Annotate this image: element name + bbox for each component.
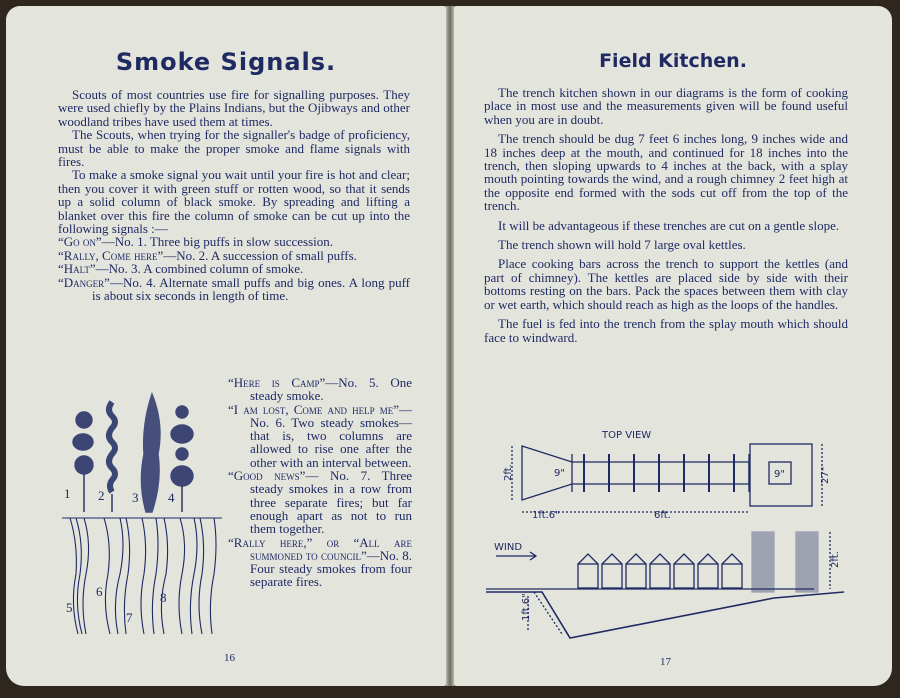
- dim-mouth-width: 2ft.: [503, 464, 514, 481]
- figure-label: 2: [98, 488, 105, 503]
- top-view-label: TOP VIEW: [602, 430, 652, 441]
- dim-trench-length: 6ft.: [654, 510, 671, 521]
- smoke-signals-column: [228, 376, 412, 589]
- trench-kitchen-diagram: [474, 424, 864, 652]
- signal-name: “Rally, Come here”: [58, 247, 164, 263]
- signal-name: “Halt”: [58, 261, 96, 277]
- signal-name: “I am lost, Come and help me”: [228, 401, 399, 417]
- smoke-intro-text: [58, 88, 410, 303]
- signal-name: “Here is Camp”: [228, 375, 326, 390]
- paragraph: The trench should be dug 7 feet 6 inches long, 9 inches wide and 18 inches deep at the mouth, and continued for 18 inches into the trench, then sloping upwards to 4 inches at the back, with a splay mouth pointing towards the wind, and a rough chimney 2 feet high at the opposite end formed with the sods cut off from the top of the trench.: [484, 131, 848, 214]
- wind-label: WIND: [494, 542, 523, 553]
- dim-neck: 9": [554, 468, 565, 479]
- figure-label: 6: [96, 584, 103, 599]
- trench-side-view: [486, 532, 844, 638]
- left-page: [6, 6, 446, 686]
- page-title-smoke-signals: Smoke Signals.: [115, 48, 337, 76]
- signal-item: [228, 403, 412, 469]
- paragraph: The trench shown will hold 7 large oval kettles.: [498, 237, 746, 253]
- dim-chimney-side: 27": [820, 466, 831, 484]
- figure-label: 8: [160, 590, 167, 605]
- smoke-columns-figures-5-8: [70, 518, 216, 634]
- figure-label: 4: [168, 490, 175, 505]
- signal-item: [228, 376, 412, 403]
- oval-kettles: [578, 554, 742, 588]
- page-title-field-kitchen: Field Kitchen.: [599, 50, 747, 72]
- paragraph: The trench kitchen shown in our diagrams is the form of cooking place in most use and the measurements given will be found useful when you are in doubt.: [484, 85, 848, 127]
- paragraph: Scouts of most countries use fire for signalling purposes. They were used chiefly by the Plains Indians, but the Ojibways and other woodland tribes have used them at times.: [58, 87, 410, 129]
- signal-item: [58, 276, 410, 303]
- signal-item: [58, 235, 410, 248]
- dim-mouth-length: 1ft.6": [532, 510, 560, 521]
- signal-item: [228, 469, 412, 535]
- smoke-puffs-figure-2: [109, 402, 115, 512]
- signal-item: [58, 249, 410, 262]
- signal-text: —No. 5. One steady smoke.: [250, 375, 412, 404]
- figure-label: 1: [64, 486, 71, 501]
- page-number: 16: [224, 652, 235, 664]
- dim-chimney-inner: 9": [774, 469, 785, 480]
- smoke-signal-illustration: [52, 390, 224, 640]
- dim-chimney-height: 2ft.: [830, 551, 841, 568]
- signal-item: [228, 536, 412, 589]
- signal-item: [58, 262, 410, 275]
- signal-text: —No. 2. A succession of small puffs.: [163, 247, 357, 263]
- figure-label: 7: [126, 610, 133, 625]
- signal-text: —No. 3. A combined column of smoke.: [95, 261, 304, 277]
- signal-text: —No. 8. Four steady smokes from four separate fires.: [250, 547, 413, 590]
- paragraph: The fuel is fed into the trench from the splay mouth which should face to windward.: [484, 316, 848, 345]
- paragraph: Place cooking bars across the trench to support the kettles (and part of chimney). The kettles are placed side by side with their bottoms resting on the bars. Pack the spaces between them with clay or wet earth, which should reach as high as the loops of the handles.: [484, 256, 848, 312]
- signal-text: —No. 6. Two steady smokes—that is, two columns are allowed to rise one after the other with an interval between.: [250, 401, 412, 470]
- field-kitchen-text: [484, 86, 848, 350]
- signal-name: “Rally here,” or “All are summoned to council”: [228, 534, 412, 563]
- paragraph: To make a smoke signal you wait until your fire is hot and clear; then you cover it with green stuff or rotten wood, so that it sends up a solid column of black smoke. By spreading and lifting a blanket over this fire the column of smoke can be cut up into the following signals :—: [58, 167, 410, 237]
- dim-depth: 1ft.6": [521, 593, 532, 621]
- signal-name: “Good news”: [228, 468, 306, 484]
- signal-name: “Go on”: [58, 234, 102, 250]
- figure-label: 5: [66, 600, 73, 615]
- signal-text: — No. 7. Three steady smokes in a row from three separate fires; but far enough apart as not to run them together.: [250, 468, 412, 537]
- book-gutter: [446, 6, 454, 686]
- signal-text: —No. 4. Alternate small puffs and big ones. A long puff is about six seconds in length of time.: [92, 274, 410, 304]
- signal-text: —No. 1. Three big puffs in slow succession.: [101, 234, 334, 250]
- page-number: 17: [660, 656, 671, 668]
- smoke-column-figure-3: [141, 394, 160, 512]
- signal-name: “Danger”: [58, 274, 110, 290]
- figure-label: 3: [132, 490, 139, 505]
- smoke-puffs-figure-1: [73, 412, 93, 512]
- paragraph: The Scouts, when trying for the signaller's badge of proficiency, must be able to make the proper smoke and flame signals with fires.: [58, 127, 410, 170]
- paragraph: It will be advantageous if these trenches are cut on a gentle slope.: [498, 217, 840, 233]
- right-page: [454, 6, 892, 686]
